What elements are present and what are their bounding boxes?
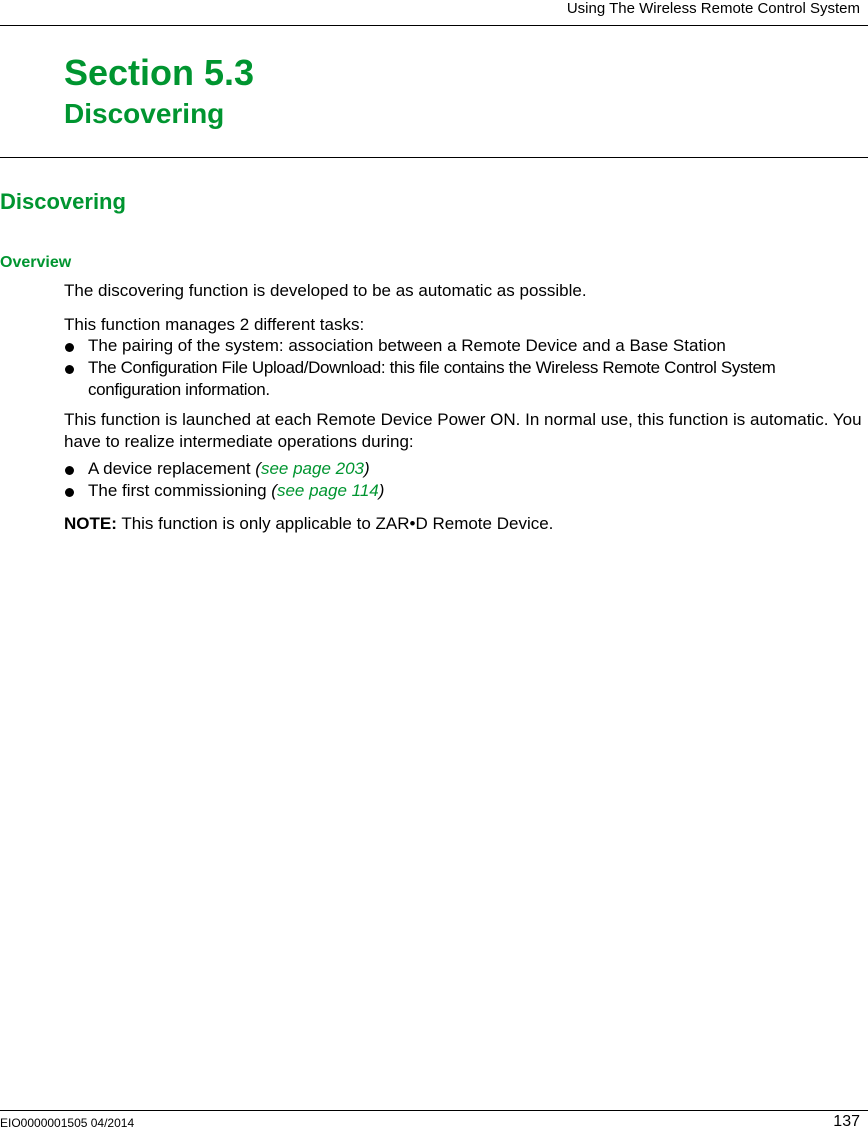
list-item xyxy=(64,480,868,502)
header-rule xyxy=(0,25,868,26)
overview-subheading: Overview xyxy=(0,254,72,271)
operations-list xyxy=(64,458,868,502)
tasks-list xyxy=(64,335,868,401)
see-page-link[interactable]: see page 203 xyxy=(260,459,364,478)
bullet-icon xyxy=(65,343,74,352)
task-text: The pairing of the system: association between a Remote Device and a Base Station xyxy=(88,336,726,355)
page-number: 137 xyxy=(833,1113,860,1130)
note xyxy=(64,513,553,535)
section-number: Section 5.3 xyxy=(64,52,255,93)
operation-text: A device replacement xyxy=(88,459,251,478)
bullet-icon xyxy=(65,466,74,475)
note-label: NOTE: xyxy=(64,514,117,533)
list-item xyxy=(64,357,868,401)
cross-reference xyxy=(271,481,384,500)
cross-reference xyxy=(255,459,369,478)
running-header: Using The Wireless Remote Control System xyxy=(566,0,860,17)
note-text: This function is only applicable to ZAR•D Remote Device. xyxy=(121,514,554,533)
footer-rule xyxy=(0,1110,868,1111)
tasks-lead-paragraph: This function manages 2 different tasks: xyxy=(64,315,365,334)
ref-close-paren: ) xyxy=(364,459,370,478)
ref-close-paren: ) xyxy=(378,481,385,500)
bullet-icon xyxy=(65,365,74,374)
task-text: The Configuration File Upload/Download: this file contains the Wireless Remote Control System configuration information. xyxy=(88,358,776,399)
list-item xyxy=(64,335,868,357)
document-reference: EIO0000001505 04/2014 xyxy=(0,1116,135,1130)
ref-open-paren: ( xyxy=(271,481,277,500)
section-divider xyxy=(0,157,868,158)
ref-open-paren: ( xyxy=(255,459,261,478)
section-title: Discovering xyxy=(64,98,225,129)
operation-text: The first commissioning xyxy=(88,481,267,500)
topic-title: Discovering xyxy=(0,189,126,214)
see-page-link[interactable]: see page 114 xyxy=(276,481,379,500)
launch-paragraph: This function is launched at each Remote Device Power ON. In normal use, this function is automatic. You have to realize intermediate operations during: xyxy=(64,410,862,451)
intro-paragraph: The discovering function is developed to be as automatic as possible. xyxy=(64,281,587,300)
list-item xyxy=(64,458,868,480)
bullet-icon xyxy=(65,488,74,497)
